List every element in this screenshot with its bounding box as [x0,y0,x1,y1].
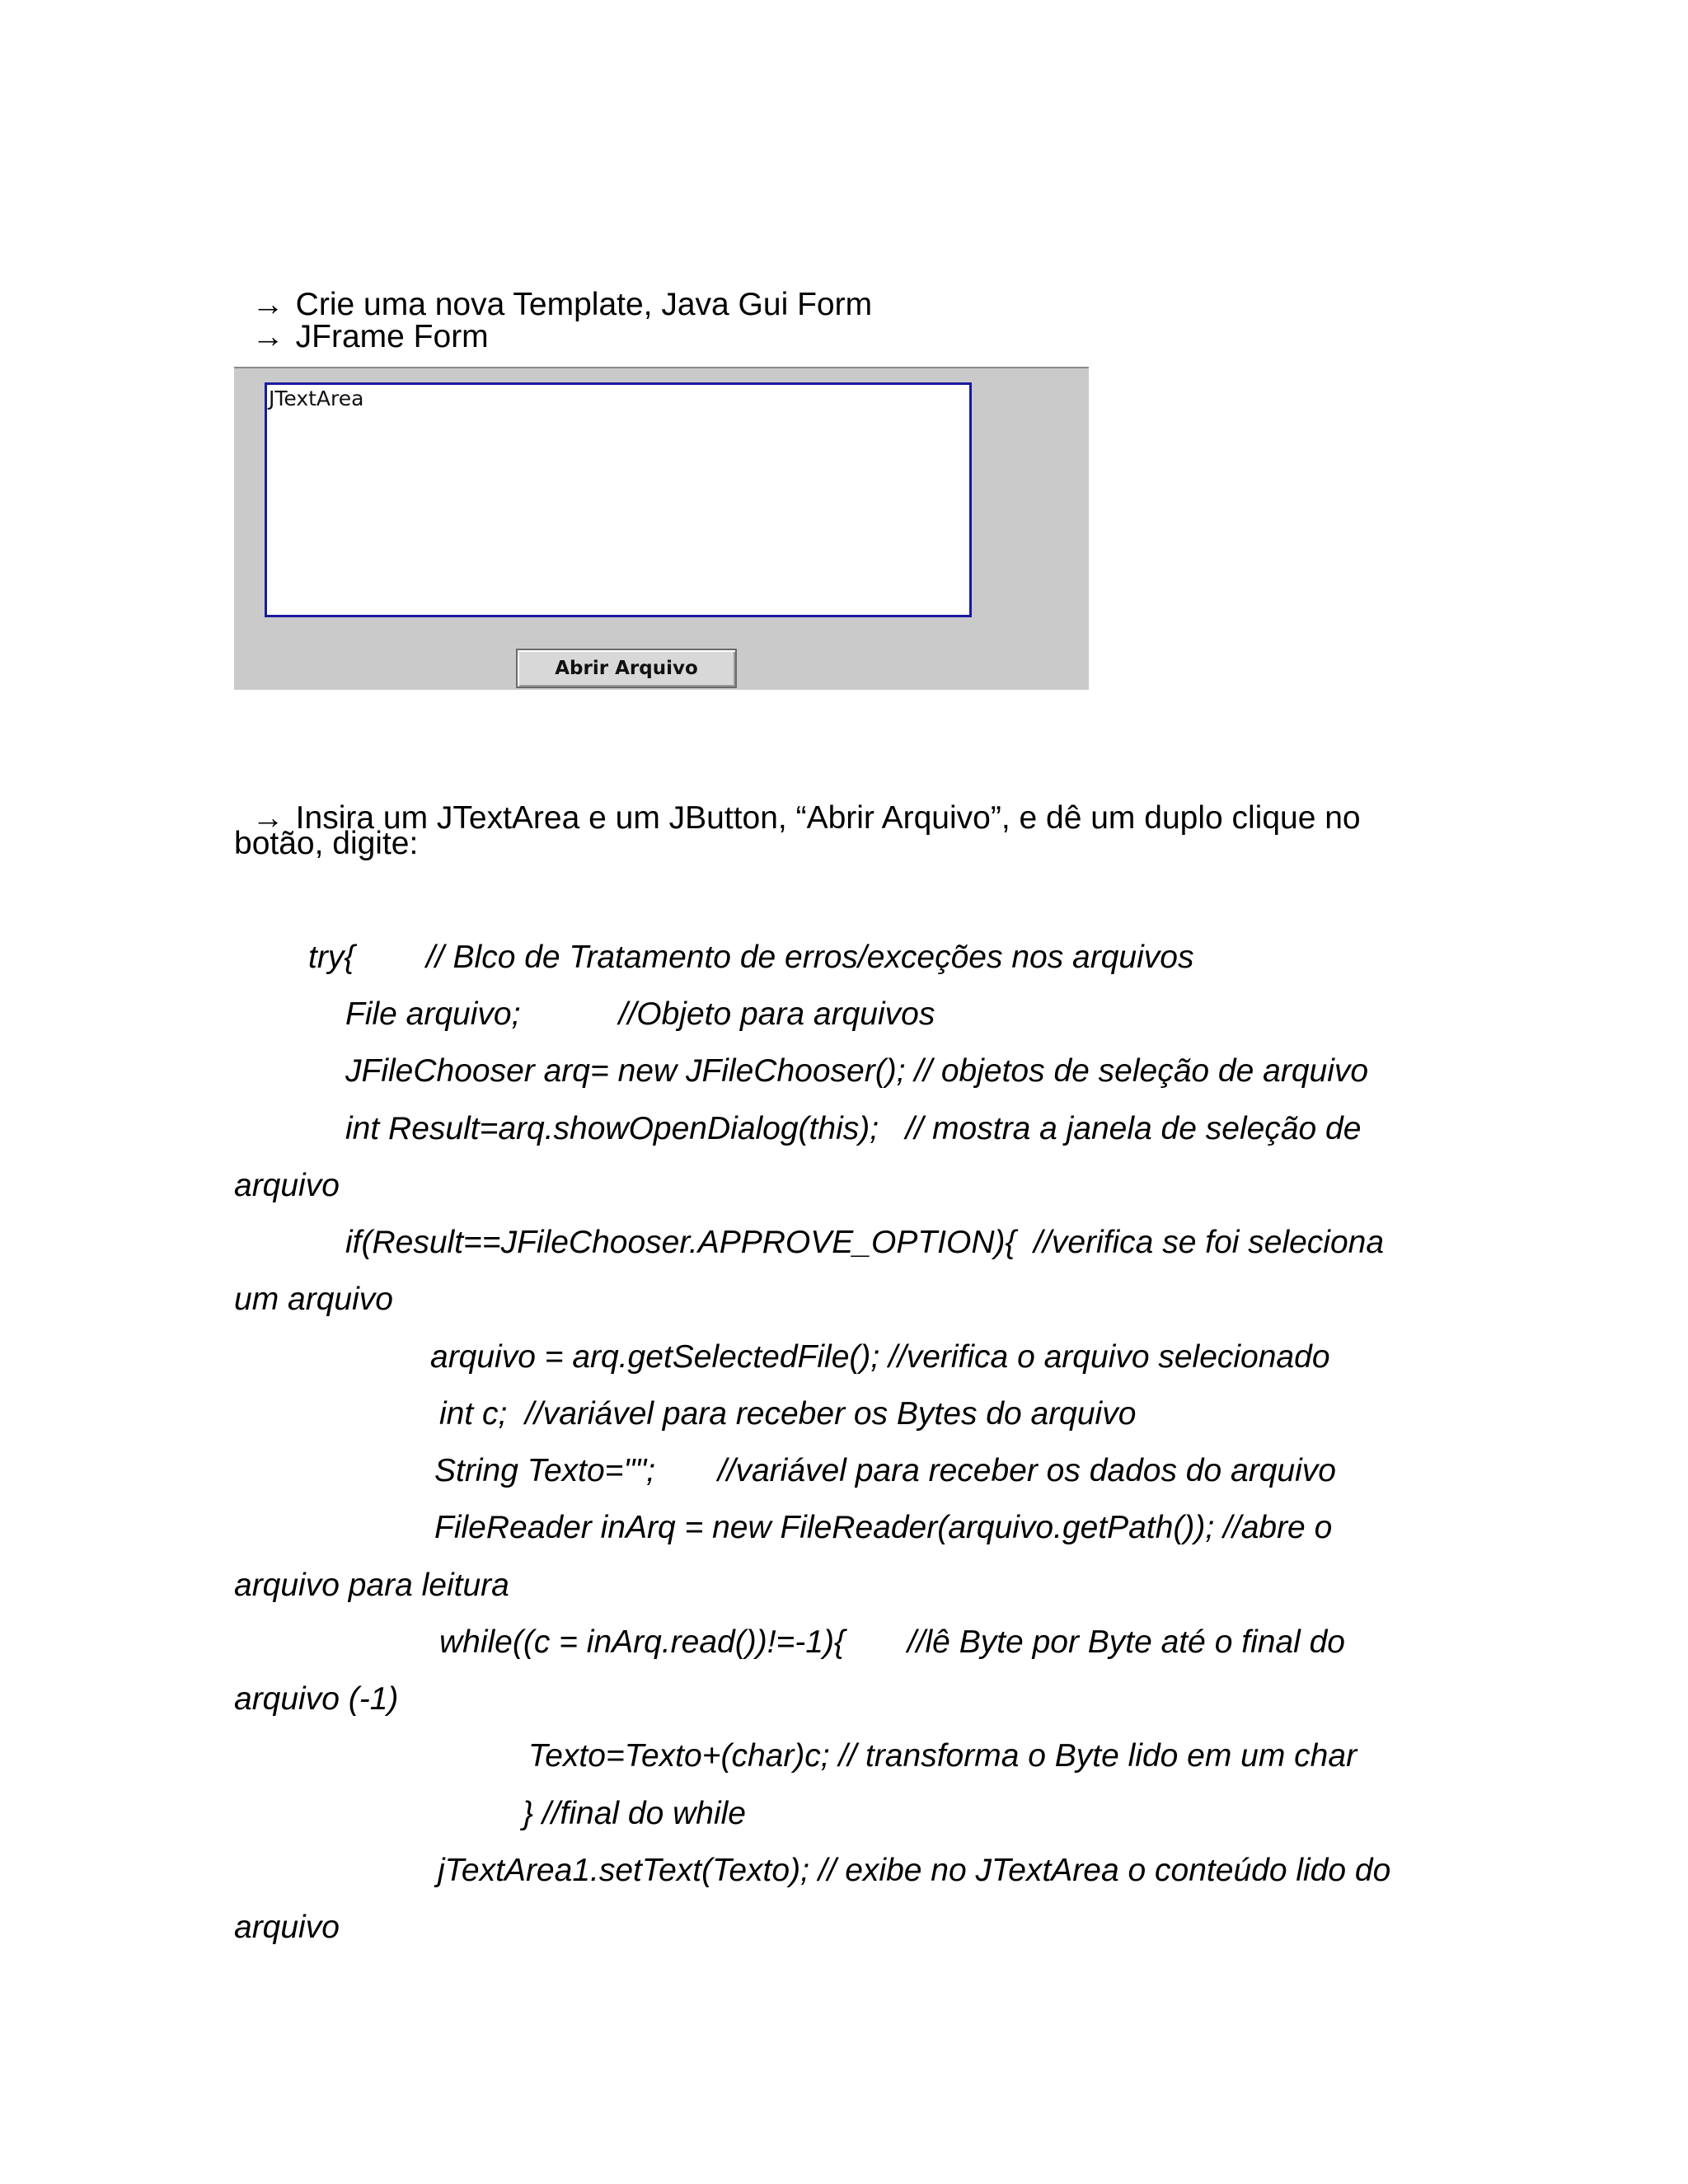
open-file-button[interactable]: Abrir Arquivo [516,649,737,688]
instruction-2-line-2: botão, digite: [234,826,419,861]
jtextarea[interactable] [265,382,972,617]
instruction-2-line-1 [234,770,1361,834]
arrow-right-icon: → [251,800,284,836]
instruction-2-text: Insira um JTextArea e um JButton, “Abrir Arquivo”, e dê um duplo clique no [295,800,1361,836]
instruction-1-text-2: JFrame Form [295,319,489,354]
code-line: if(Result==JFileChooser.APPROVE_OPTION){ //verifica se foi seleciona [345,1225,1385,1260]
instruction-1-text: Crie uma nova Template, Java Gui Form [295,287,873,322]
code-line: arquivo para leitura [234,1568,509,1603]
code-line: arquivo = arq.getSelectedFile(); //verifica o arquivo selecionado [430,1339,1330,1375]
arrow-right-icon: → [251,319,284,354]
jframe-form-preview [234,367,1089,690]
code-line: int c; //variável para receber os Bytes do arquivo [439,1396,1137,1432]
code-line: JFileChooser arq= new JFileChooser(); // objetos de seleção de arquivo [345,1053,1369,1089]
code-line: int Result=arq.showOpenDialog(this); // mostra a janela de seleção de [345,1111,1362,1146]
code-line: Texto=Texto+(char)c; // transforma o Byte lido em um char [528,1738,1357,1774]
code-line: while((c = inArq.read())!=-1){ //lê Byte por Byte até o final do [439,1624,1345,1660]
jtextarea-label: JTextArea [269,387,364,410]
code-line: arquivo (-1) [234,1681,399,1717]
code-line: File arquivo; //Objeto para arquivos [345,996,935,1032]
code-line: FileReader inArq = new FileReader(arquivo.getPath()); //abre o [434,1510,1333,1545]
arrow-right-icon: → [251,287,284,322]
code-line: String Texto=""; //variável para receber os dados do arquivo [434,1453,1336,1488]
code-line: arquivo [234,1910,340,1945]
code-line: jTextArea1.setText(Texto); // exibe no JTextArea o conteúdo lido do [438,1853,1391,1888]
code-line: try{ // Blco de Tratamento de erros/exceções nos arquivos [308,940,1194,975]
code-line: um arquivo [234,1282,393,1317]
code-line: arquivo [234,1168,340,1203]
code-line: } //final do while [523,1796,747,1831]
instruction-1 [234,256,872,353]
